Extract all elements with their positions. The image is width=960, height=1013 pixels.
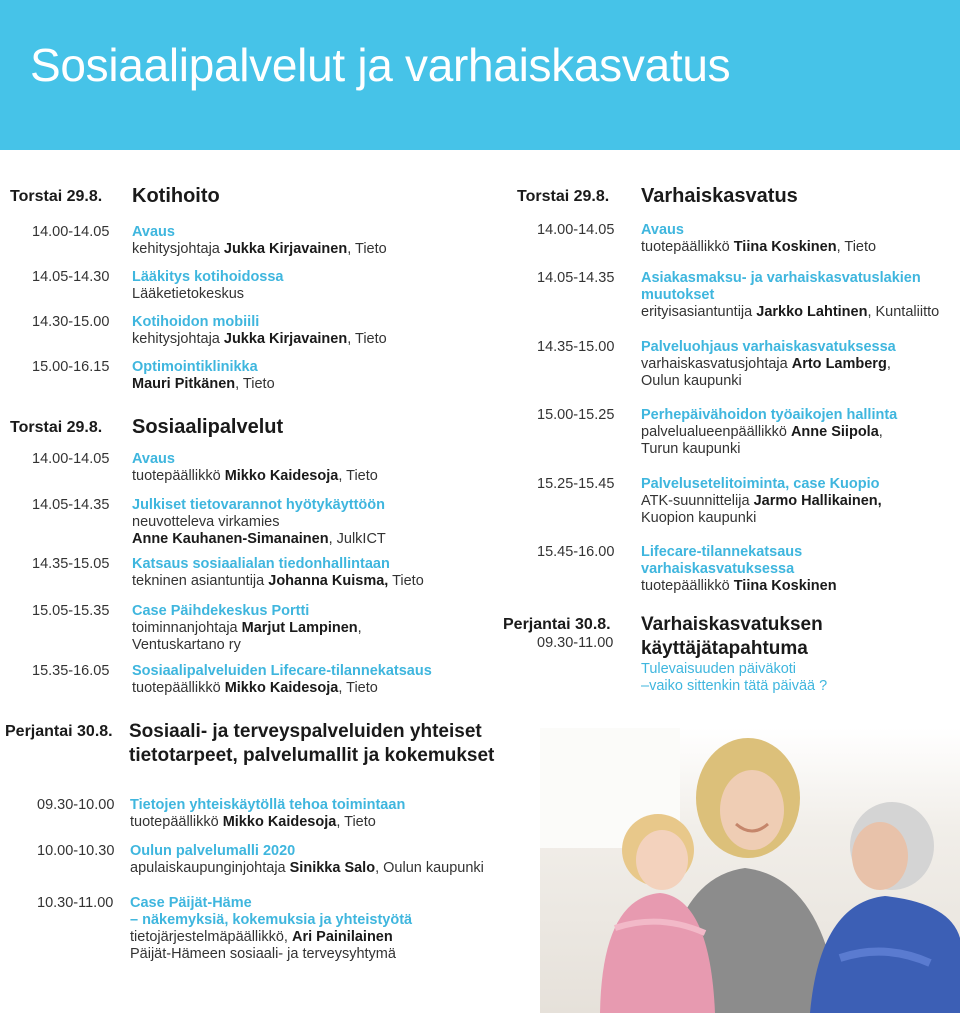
item-title: Avaus (641, 222, 684, 238)
item-speaker: palvelualueenpäällikkö Anne Siipola, (641, 424, 883, 440)
section-title: Sosiaali- ja terveyspalveluiden yhteiset tietotarpeet, palvelumallit ja kokemukset (129, 721, 495, 766)
item-title-cont: muutokset (641, 287, 715, 303)
item-speaker: kehitysjohtaja Jukka Kirjavainen, Tieto (132, 331, 387, 347)
yhteiset-section (5, 720, 535, 965)
program-item (517, 476, 960, 544)
item-title: Lifecare-tilannekatsaus (641, 544, 803, 560)
item-speaker: tuotepäällikkö Mikko Kaidesoja, Tieto (130, 814, 376, 830)
item-title: Perhepäivähoidon työaikojen hallinta (641, 407, 898, 423)
item-organization: Kuopion kaupunki (641, 510, 757, 526)
item-speaker: ATK-suunnittelija Jarmo Hallikainen, (641, 493, 882, 509)
event-subtitle-2: –vaiko sittenkin tätä päivää ? (641, 678, 828, 694)
item-title: Case Päijät-Häme (130, 895, 252, 911)
program-item (5, 797, 535, 843)
program-item (10, 359, 510, 404)
item-time: 10.30-11.00 (37, 895, 114, 911)
program-item (10, 603, 510, 663)
program-item (5, 843, 535, 895)
section-header (10, 415, 510, 445)
item-title: Avaus (132, 224, 175, 240)
item-organization: Ventuskartano ry (132, 637, 241, 653)
item-time: 14.00-14.05 (537, 222, 615, 238)
item-title: Case Päihdekeskus Portti (132, 603, 310, 619)
section-day: Torstai 29.8. (10, 419, 103, 436)
item-time: 14.05-14.35 (537, 270, 615, 286)
item-title: Kotihoidon mobiili (132, 314, 260, 330)
item-title: Sosiaalipalveluiden Lifecare-tilannekatsaus (132, 663, 432, 679)
family-photo-image (540, 728, 960, 1013)
item-speaker: tuotepäällikkö Mikko Kaidesoja, Tieto (132, 680, 378, 696)
program-item (10, 451, 510, 497)
program-item (10, 269, 510, 314)
header-banner (0, 0, 960, 150)
page-title: Sosiaalipalvelut ja varhaiskasvatus (30, 39, 731, 91)
item-title-cont: varhaiskasvatuksessa (641, 561, 795, 577)
item-speaker-role: neuvotteleva virkamies (132, 514, 280, 530)
item-title: Optimointiklinikka (132, 359, 258, 375)
item-speaker: tekninen asiantuntija Johanna Kuisma, Tieto (132, 573, 424, 589)
section-title: Kotihoito (132, 185, 220, 207)
item-time: 15.25-15.45 (537, 476, 615, 492)
item-speaker: toiminnanjohtaja Marjut Lampinen, (132, 620, 362, 636)
event-time: 09.30-11.00 (537, 635, 614, 651)
item-title: Palvelusetelitoiminta, case Kuopio (641, 476, 880, 492)
item-speaker: Mauri Pitkänen, Tieto (132, 376, 275, 392)
section-day: Torstai 29.8. (517, 188, 610, 205)
program-item (517, 222, 960, 270)
event-title: Varhaiskasvatuksen käyttäjätapahtuma (641, 614, 823, 659)
item-title: Avaus (132, 451, 175, 467)
item-time: 10.00-10.30 (37, 843, 115, 859)
program-item (10, 314, 510, 359)
item-speaker: kehitysjohtaja Jukka Kirjavainen, Tieto (132, 241, 387, 257)
item-organization: Päijät-Hämeen sosiaali- ja terveysyhtymä (130, 946, 396, 962)
program-item (517, 270, 960, 339)
item-speaker: varhaiskasvatusjohtaja Arto Lamberg, (641, 356, 891, 372)
section-header (5, 720, 535, 790)
program-item (10, 224, 510, 269)
section-title: Varhaiskasvatus (641, 185, 798, 207)
item-speaker: tuotepäällikkö Mikko Kaidesoja, Tieto (132, 468, 378, 484)
section-header (517, 184, 960, 214)
item-title: Lääkitys kotihoidossa (132, 269, 284, 285)
item-title: Asiakasmaksu- ja varhaiskasvatuslakien (641, 270, 921, 286)
program-item (10, 556, 510, 603)
item-time: 14.05-14.35 (32, 497, 110, 513)
item-title: Palveluohjaus varhaiskasvatuksessa (641, 339, 896, 355)
item-time: 09.30-10.00 (37, 797, 115, 813)
item-organization: Turun kaupunki (641, 441, 741, 457)
item-speaker: tuotepäällikkö Tiina Koskinen, Tieto (641, 239, 877, 255)
item-organization: Oulun kaupunki (641, 373, 742, 389)
item-title: Oulun palvelumalli 2020 (130, 843, 296, 859)
item-subtitle: – näkemyksiä, kokemuksia ja yhteistyötä (130, 912, 413, 928)
sosiaalipalvelut-section (10, 415, 510, 703)
item-speaker: Lääketietokeskus (132, 286, 245, 302)
item-title: Katsaus sosiaalialan tiedonhallintaan (132, 556, 390, 572)
item-time: 14.05-14.30 (32, 269, 110, 285)
item-speaker: erityisasiantuntija Jarkko Lahtinen, Kuntaliitto (641, 304, 940, 320)
item-time: 15.00-16.15 (32, 359, 110, 375)
section-header (10, 184, 510, 214)
program-item (517, 407, 960, 476)
item-speaker: Anne Kauhanen-Simanainen, JulkICT (132, 531, 386, 547)
program-item (517, 339, 960, 407)
item-time: 14.00-14.05 (32, 451, 110, 467)
item-time: 14.35-15.05 (32, 556, 110, 572)
event-day: Perjantai 30.8. (503, 616, 611, 633)
item-speaker: tietojärjestelmäpäällikkö, Ari Painilainen (130, 929, 393, 945)
program-item (5, 895, 535, 965)
section-title: Sosiaalipalvelut (132, 416, 284, 438)
family-photo (540, 728, 960, 1013)
varhaiskasvatus-section (503, 184, 960, 706)
section-day: Perjantai 30.8. (5, 723, 113, 740)
item-title: Tietojen yhteiskäytöllä tehoa toimintaan (130, 797, 406, 813)
item-time: 14.00-14.05 (32, 224, 110, 240)
item-title: Julkiset tietovarannot hyötykäyttöön (132, 497, 385, 513)
item-speaker: tuotepäällikkö Tiina Koskinen (641, 578, 837, 594)
item-time: 14.30-15.00 (32, 314, 110, 330)
item-time: 15.05-15.35 (32, 603, 110, 619)
program-item (10, 497, 510, 556)
item-time: 15.00-15.25 (537, 407, 615, 423)
event-subtitle: Tulevaisuuden päiväkoti (641, 661, 797, 677)
event-item (503, 614, 960, 706)
item-speaker: apulaiskaupunginjohtaja Sinikka Salo, Oulun kaupunki (130, 860, 484, 876)
program-item (517, 544, 960, 616)
item-time: 15.35-16.05 (32, 663, 110, 679)
section-day: Torstai 29.8. (10, 188, 103, 205)
program-item (10, 663, 510, 703)
kotihoito-section (10, 184, 510, 404)
item-time: 14.35-15.00 (537, 339, 615, 355)
item-time: 15.45-16.00 (537, 544, 615, 560)
